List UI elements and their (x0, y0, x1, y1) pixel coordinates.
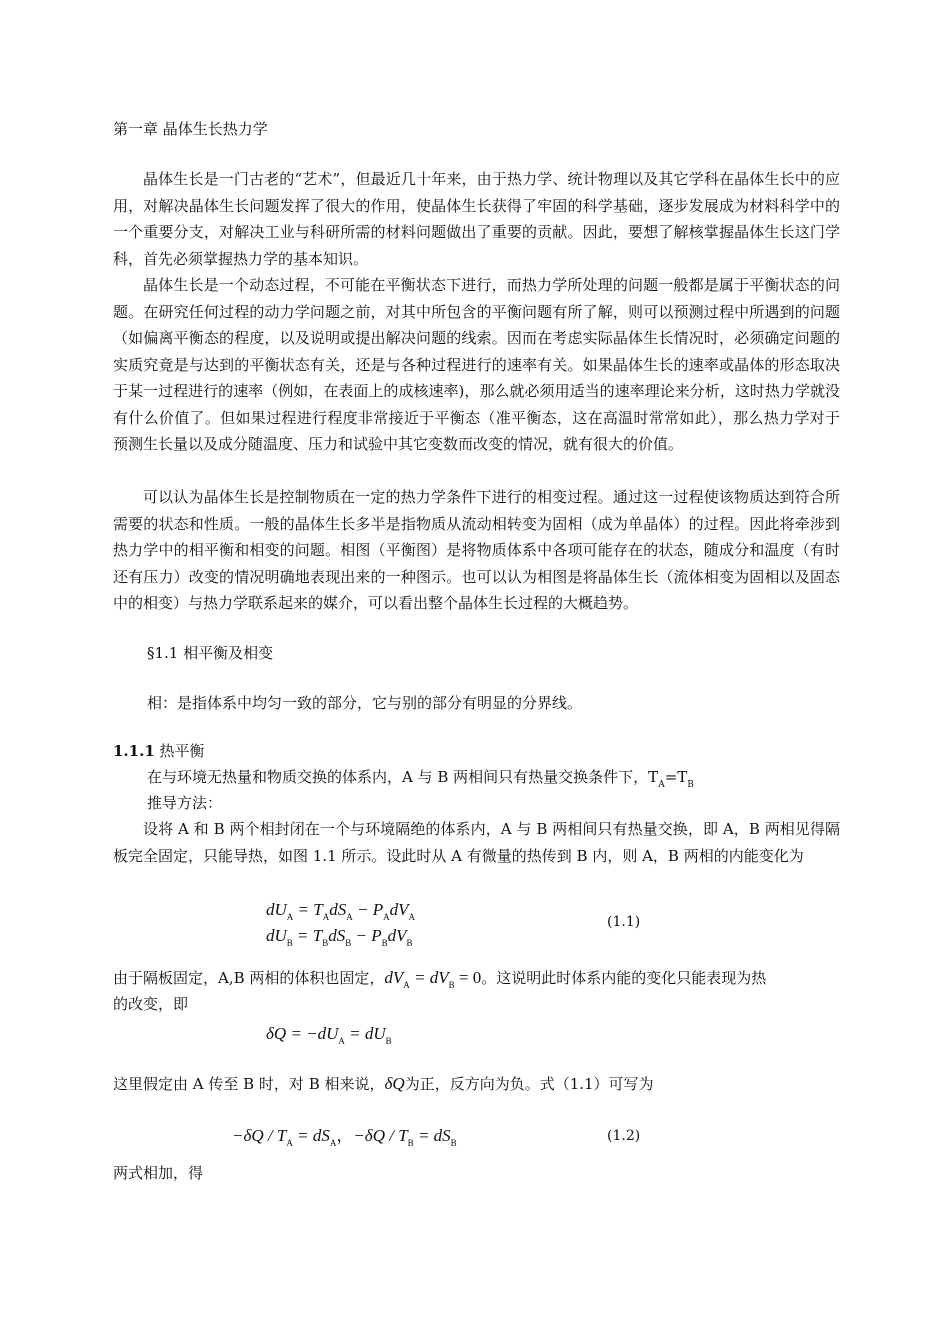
condition-formula: $T_A=T_B$ (648, 768, 694, 790)
intro-paragraph-3: 可以认为晶体生长是控制物质在一定的热力学条件下进行的相变过程。通过这一过程使该物质达到符合所需要的状态和性质。一般的晶体生长多半是指物质从流动相转变为固相（成为单晶体）的过程。因此将牵涉到热力学中的相平衡和相变的问题。相图（平衡图）是将物质体系中各项可能存在的状态，随成分和温度（有时还有压力）改变的情况明确地表现出来的一种图示。也可以认为相图是将晶体生长（流体相变为固相以及固态中的相变）与热力学联系起来的媒介，可以看出整个晶体生长过程的大概趋势。 (113, 488, 840, 612)
derivation-label: 推导方法： (147, 794, 223, 812)
fixed-volume-line-cont: 的改变，即 (113, 995, 189, 1013)
intro-paragraph-1: 晶体生长是一门古老的“艺术”，但最近几十年来，由于热力学、统计物理以及其它学科在晶体生长中的应用，对解决晶体生长问题发挥了很大的作用，使晶体生长获得了牢固的科学基础，逐步发展成为材料科学中的一个重要分支，对解决工业与科研所需的材料问题做出了重要的贡献。因此，要想了解核掌握晶体生长这门学科，首先必须掌握热力学的基本知识。 (113, 170, 840, 268)
derivation-paragraph: 设将 A 和 B 两个相封闭在一个与环境隔绝的体系内，A 与 B 两相间只有热量交换，即 A，B 两相见得隔板完全固定，只能导热，如图 1.1 所示。设此时从 A 有微量的热传到 B 内，则 A，B 两相的内能变化为 (113, 820, 840, 865)
closing-text: 两式相加，得 (113, 1164, 204, 1182)
equation-1-1-line-a: $dU_A = T_AdS_A - P_AdV_A$ (266, 900, 415, 922)
equation-heat-energy: $\delta Q = -dU_A = dU_B$ (266, 1024, 392, 1046)
sign-convention-line: 这里假定由 A 传至 B 时，对 B 相来说，δQ为正，反方向为负。式（1.1）可写为 (113, 1074, 654, 1093)
phase-definition: 相：是指体系中均匀一致的部分，它与别的部分有明显的分界线。 (147, 694, 583, 712)
condition-line (147, 764, 694, 798)
intro-paragraph-2: 晶体生长是一个动态过程，不可能在平衡状态下进行，而热力学所处理的问题一般都是属于平衡状态的问题。在研究任何过程的动力学问题之前，对其中所包含的平衡问题有所了解，则可以预测过程中所遇到的问题（如偏离平衡态的程度，以及说明或提出解决问题的线索。因而在考虑实际晶体生长情况时，必须确定问题的实质究竟是与达到的平衡状态有关，还是与各种过程进行的速率有关。如果晶体生长的速率或晶体的形态取决于某一过程进行的速率（例如，在表面上的成核速率)，那么就必须用适当的速率理论来分析，这时热力学就没有什么价值了。但如果过程进行程度非常接近于平衡态（准平衡态，这在高温时常常如此），那么热力学对于预测生长量以及成分随温度、压力和试验中其它变数而改变的情况，就有很大的价值。 (113, 276, 840, 453)
equation-1-1-line-b: $dU_B = T_BdS_B - P_BdV_B$ (266, 926, 413, 948)
equation-1-2: $-\delta Q / T_A = dS_A$，$-\delta Q / T_B = dS_B$ (232, 1126, 457, 1148)
condition-text: 在与环境无热量和物质交换的体系内，A 与 B 两相间只有热量交换条件下， (147, 768, 649, 786)
subsection-title: 热平衡 (159, 742, 205, 760)
equation-1-2-number: (1.2) (607, 1128, 641, 1144)
fixed-volume-formula: $dV_A = dV_B = 0$ (384, 968, 482, 990)
sign-symbol: δQ (384, 1074, 405, 1093)
subsection-number: 1.1.1 (113, 742, 155, 760)
subsection-heading (113, 738, 205, 764)
chapter-title: 第一章 晶体生长热力学 (113, 120, 268, 138)
fixed-volume-line: 由于隔板固定，A,B 两相的体积也固定，$dV_A = dV_B = 0$。这说明此时体系内能的变化只能表现为热 (113, 968, 767, 990)
equation-1-1-number: (1.1) (607, 914, 641, 930)
section-title: §1.1 相平衡及相变 (147, 644, 274, 662)
